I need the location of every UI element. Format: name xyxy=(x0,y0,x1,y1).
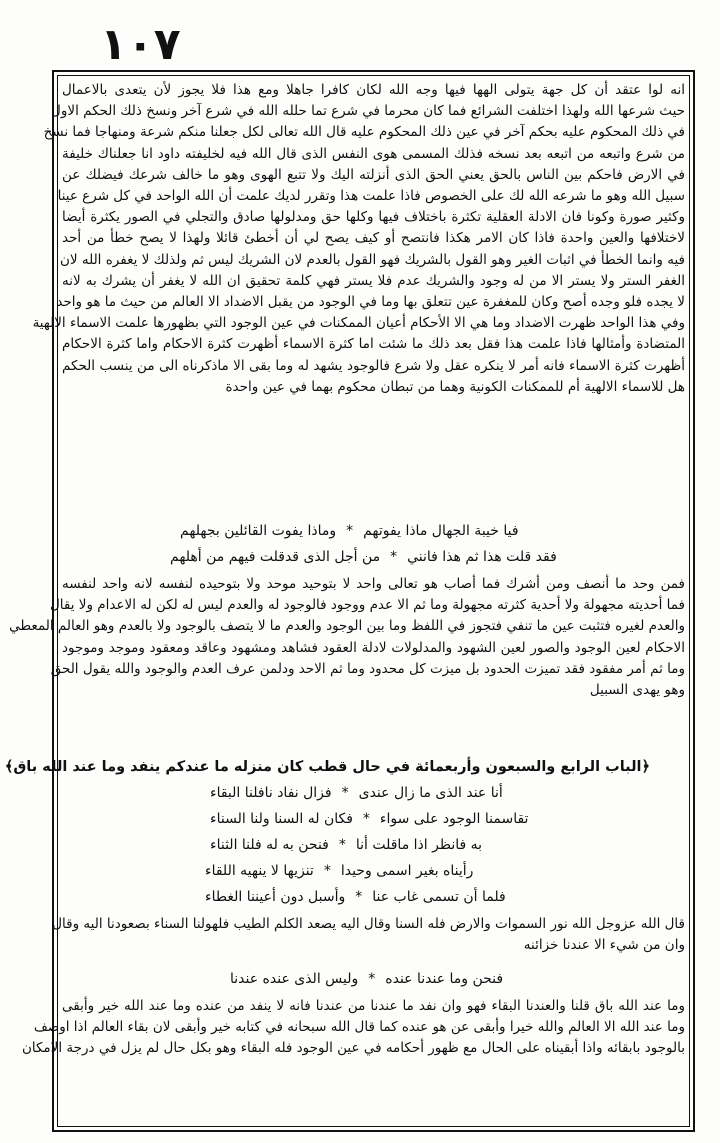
text-line: من شرع واتبعه من اتبعه بعد نسخه فذلك المسمى هوى النفس الذى قال الله فيه لخليفته داود انا جعلناك خليفة xyxy=(62,145,685,162)
page-number: ١٠٧ xyxy=(100,19,181,70)
paragraph-1 xyxy=(32,80,685,398)
verse-hemistich-right: فيا خيبة الجهال ماذا يفوتهم xyxy=(363,523,519,539)
verse-hemistich-right: تقاسمنا الوجود على سواء xyxy=(379,811,529,827)
verse-separator-icon: * xyxy=(368,971,376,987)
verse-hemistich-right: رأيناه بغير اسمى وحيدا xyxy=(340,863,474,879)
text-line: لا يجده فلو وجده أصح وكان للمغفرة عين تتعلق بها وما في الوجود من يقبل الاضداد الا العالم من حيث ما هو واحد xyxy=(56,294,685,311)
text-line: بالوجود بابقائه واذا أبقيناه على الحال مع ظهور أحكامه في عين الوجود فله البقاء وهو بكل حال لم يزل في درجة الامكان xyxy=(21,1040,685,1057)
verse-hemistich-right: فلما أن تسمى غاب عنا xyxy=(372,889,506,905)
text-line: المتضادة وأمثالها فاذا علمت هذا فقل بعد ذلك ما شئت اما كثرة الاسماء أظهرت كثرة الاحكام واما كثرة الاحكام xyxy=(62,336,685,353)
paragraph-3 xyxy=(52,914,685,956)
verse-row xyxy=(210,834,482,856)
verse-separator-icon: * xyxy=(355,889,363,905)
text-line: انه لوا عتقد أن كل جهة يتولى الهها فيها وجه الله لكان كافرا جاهلا ومع هذا فلا يجوز لأن يتعدى بالاعمال xyxy=(62,82,685,98)
text-line: وما ثم أمر مفقود فقد تميزت الحدود بل ميزت كل محدود وما ثم الاحد ودلمن عرف العدم والوجود والله يقول الحق xyxy=(50,660,685,677)
verse-hemistich-left: فزال نفاد نافلنا البقاء xyxy=(210,785,332,801)
text-line: أظهرت كثرة الاسماء فانه أمر لا ينكره عقل ولا شرع فالوجود يشهد له وما بقى الا ماذكرناه الى من ينسب الحكم xyxy=(62,357,685,374)
verse-hemistich-right: فنحن وما عندنا عنده xyxy=(385,971,504,987)
verse-row xyxy=(170,546,557,568)
verse-hemistich-right: به فانظر اذا ماقلت أنا xyxy=(355,837,483,853)
text-line: قال الله عزوجل الله نور السموات والارض فله السنا وقال اليه يصعد الكلم الطيب فلهولنا السناء بصعودنا اليه وقال xyxy=(52,916,685,932)
verse-hemistich-left: من أجل الذى قدقلت فيهم من أهلهم xyxy=(170,549,381,565)
verse-hemistich-left: فكان له السنا ولنا السناء xyxy=(210,811,353,827)
text-line: سبيل الله وهو ما شرعه الله لك على الخصوص فاذا علمت هذا وتقرر لديك علمت أن الله الواحد في كل شرع عينا xyxy=(57,188,685,205)
verse-separator-icon: * xyxy=(390,549,398,565)
text-line: الاحكام لعين الوجود والصور لعين الشهود والمدلولات لادلة العقود فشاهد ومشهود وعاقد ومعقود وموجد وموجود xyxy=(62,639,685,656)
verse-separator-icon: * xyxy=(346,523,354,539)
verse-separator-icon: * xyxy=(323,863,331,879)
text-line: فما أحديته مجهولة ولا أحدية كثرته مجهولة وما ثم الا عدم ووجود فالوجود له والعدم ليس له لكن له الاعدام ولا يقال xyxy=(49,597,685,614)
verse-separator-icon: * xyxy=(338,837,346,853)
verse-row xyxy=(205,886,506,908)
text-line: فمن وحد ما أنصف ومن أشرك فما أصاب هو تعالى واحد لا بتوحيد موحد ولا بتوحيده لنفسه لانه واحد لنفسه xyxy=(62,576,685,592)
verse-separator-icon: * xyxy=(341,785,349,801)
text-line: وما عند الله الا العالم والله خيرا وأبقى عن هو عنده كما قال الله سبحانه في كتابه خير وأبقى لان بقاء العالم اذا اوصف xyxy=(33,1019,685,1036)
text-line: والعدم لغيره فتثبت عين ما تنفي فتجوز في اللفظ وما بين الوجود والعدم ما لا يتصف بالوجود ولا بالعدم وهو العالم المعطي xyxy=(9,618,685,635)
text-line: لاختلافها والعين واحدة فاذا كان الامر هكذا فانتصح أو كيف يصح لي أن أخطئ قائلا ولهذا لا يصح خطأ من أحد xyxy=(62,230,685,247)
verse-row xyxy=(180,520,519,542)
text-line: وفي هذا الواحد ظهرت الاضداد وما هي الا الأحكام أعيان الممكنات في عين الوجود التي بظهورها علمت الاسماء الالهية xyxy=(32,315,685,332)
text-line: فيه وانما الخطأ في اثبات الغير وهو القول بالشريك فهو القول بالعدم لان الشريك ليس ثم ولذلك لا يغفره الله لان xyxy=(59,251,685,268)
verse-separator-icon: * xyxy=(362,811,370,827)
text-line: في ذلك المحكوم عليه بحكم آخر في عين ذلك المحكوم عليه قال الله تعالى لكل جعلنا منكم شرعة ومنهاجا فما نسخ xyxy=(43,124,685,141)
verse-hemistich-left: وأسبل دون أعيننا الغطاء xyxy=(205,889,346,905)
verse-row xyxy=(205,860,473,882)
text-line: الغفر الستر ولا يستر الا من له وجود والشريك عدم فلا يستر فهي كلمة تحقيق ان الله لا يغفر أن يشرك به لانه xyxy=(62,272,685,289)
verse-hemistich-right: أنا عند الذى ما زال عندى xyxy=(358,785,503,801)
paragraph-2 xyxy=(9,574,685,701)
verse-hemistich-left: تنزيها لا ينهيه اللقاء xyxy=(205,863,314,879)
paragraph-4 xyxy=(21,996,685,1060)
verse-hemistich-left: وماذا يفوت القائلين بجهلهم xyxy=(180,523,337,539)
text-line: وان من شيء الا عندنا خزائنه xyxy=(523,937,685,954)
chapter-heading: ﴿الباب الرابع والسبعون وأربعمائة في حال قطب كان منزله ما عندكم ينفد وما عند الله باق﴾ xyxy=(4,759,650,775)
text-line: حيث شرعها الله ولهذا اختلفت الشرائع فما كان محرما في شرع تما حلله الله في شرع آخر ونسخ ذلك الحكم الاول xyxy=(51,103,685,120)
text-line: وما عند الله باق قلنا والعندنا البقاء فهو وان نفد ما عندنا من عندنا فانه لا ينفد من عنده وما عند الله خير وأبقى xyxy=(62,998,685,1014)
verse-row xyxy=(230,968,503,990)
verse-hemistich-left: فنحن به له فلنا الثناء xyxy=(210,837,329,853)
text-line: وهو يهدى السبيل xyxy=(589,682,685,699)
verse-hemistich-right: فقد قلت هذا ثم هذا فانني xyxy=(407,549,557,565)
text-line: وكثير صورة وكونا فان الادلة العقلية تكثرة باختلاف فيها وكلها حق ومدلولها صادق والتجلي في الصور يكثرة أيضا xyxy=(62,209,685,226)
verse-row xyxy=(210,808,528,830)
text-line: في الارض فاحكم بين الناس بالحق يعني الحق الذى أنزلته اليك ولا تتبع الهوى وهو ما خالف شرعك فيضلك عن xyxy=(62,166,685,183)
text-line: هل للاسماء الالهية أم للممكنات الكونية وهما من تبطان محكوم بهما في عين واحدة xyxy=(225,378,685,395)
verse-hemistich-left: وليس الذى عنده عندنا xyxy=(230,971,359,987)
verse-row xyxy=(210,782,503,804)
